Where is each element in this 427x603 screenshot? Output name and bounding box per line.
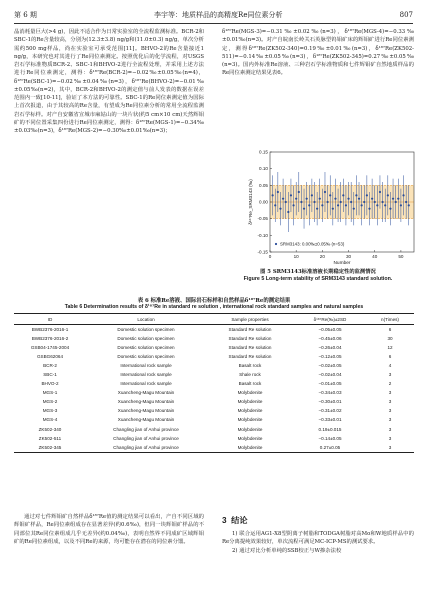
cell-times: 3 bbox=[388, 399, 392, 405]
cell-sample-properties: Standard Re solution bbox=[228, 336, 272, 342]
data-point bbox=[402, 194, 404, 196]
section-number: 3 bbox=[222, 516, 227, 525]
data-point bbox=[300, 201, 302, 203]
cell-sample-properties: Standard Re solution bbox=[228, 345, 272, 351]
cell-delta: −0.12±0.05 bbox=[318, 354, 342, 360]
legend-text: SRM3143: 0.00‰±0.05‰ (n=53) bbox=[280, 241, 345, 247]
y-axis-label: δ¹⁸⁷Re_SRM3143 (‰) bbox=[248, 179, 253, 225]
cell-location: Domestic solution specimen bbox=[117, 336, 175, 342]
data-point bbox=[368, 208, 370, 210]
cell-delta: −0.30±0.01 bbox=[318, 399, 342, 405]
cell-location: Changling jian of Anhui province bbox=[86, 443, 206, 453]
cell-sample-properties: Basalt rock bbox=[238, 363, 262, 369]
table-row bbox=[14, 370, 414, 379]
table-row bbox=[14, 343, 414, 352]
data-point bbox=[285, 201, 287, 203]
data-point bbox=[374, 201, 376, 203]
cell-sample-properties: Molybdenite bbox=[237, 417, 263, 423]
cell-delta: 0.19±0.015 bbox=[318, 426, 342, 432]
cell-location: International rock sample bbox=[120, 363, 172, 369]
cell-location: Changling jian of Anhui province bbox=[113, 435, 179, 441]
data-point bbox=[279, 208, 281, 210]
data-point bbox=[272, 194, 274, 196]
cell-location: Xuancheng-Magu Mountain bbox=[117, 417, 175, 423]
cell-id: ZK502-340 bbox=[38, 426, 62, 432]
cell-delta: 0.27±0.05 bbox=[294, 443, 366, 453]
col-header-sample-properties: Sample properties bbox=[206, 314, 294, 325]
paragraph: δ¹⁸⁷Re(MGS-3)=−0.31‰±0.02‰(n=3)，δ¹⁸⁷Re(MGS-4)=−0.33‰±0.01‰(n=3)。对产自皖南长岭关石英脉型钨钼矿床的辉钼矿进行Re同位素测定，测得δ¹⁸⁷Re(ZK502-340)=0.19‰±0.01‰(n=3)，δ¹⁸⁷Re(ZK502-511)=−0.14‰±0.05‰(n=3)，δ¹⁸⁷Re(ZK502-345)=0.27‰±0.05‰(n=3)。国内外标准Re溶液、三种岩石学标准物质和七件辉钼矿自然地质样品的Re同位素测定结果见表6。 bbox=[222, 29, 414, 77]
table-row bbox=[14, 388, 414, 397]
left-column-text bbox=[14, 28, 204, 135]
cell-sample-properties: Standard Re solution bbox=[228, 327, 272, 333]
running-header bbox=[14, 8, 413, 22]
cell-sample-properties: Shale rock bbox=[239, 372, 261, 378]
cell-times: 30 bbox=[387, 336, 393, 342]
data-point bbox=[316, 208, 318, 210]
data-point bbox=[405, 201, 407, 203]
table-row bbox=[14, 425, 414, 434]
figure-caption-en: Figure 5 Long-term stability of SRM3143 standard solution. bbox=[243, 276, 393, 282]
table-caption-en: Table 6 Determination results of δ¹⁸⁷Re in standard re solution , international rock standard samples and natural samples bbox=[64, 304, 364, 310]
data-point bbox=[274, 204, 276, 206]
data-point bbox=[376, 204, 378, 206]
y-tick-label: 0.15 bbox=[259, 149, 268, 155]
data-point bbox=[358, 198, 360, 200]
cell-id: ZK502-345 bbox=[14, 443, 86, 453]
results-table bbox=[14, 313, 414, 453]
cell-sample-properties: Molybdenite bbox=[237, 435, 263, 441]
data-point bbox=[290, 194, 292, 196]
data-point bbox=[345, 204, 347, 206]
section-title: 结论 bbox=[231, 516, 248, 525]
col-header-id: ID bbox=[14, 314, 86, 325]
data-point bbox=[397, 198, 399, 200]
cell-id: GSBG62064 bbox=[36, 354, 64, 360]
cell-times: 4 bbox=[388, 363, 392, 369]
x-tick-label: 40 bbox=[372, 254, 378, 259]
data-point bbox=[324, 191, 326, 193]
table-row bbox=[14, 415, 414, 424]
cell-times: 6 bbox=[388, 354, 392, 360]
data-point bbox=[347, 198, 349, 200]
table-caption-cn: 表 6 标准Re溶液、国际岩石标样和自然样品δ¹⁸⁷Re的测定结果 bbox=[137, 298, 291, 304]
data-point bbox=[337, 204, 339, 206]
cell-id: MGS-2 bbox=[42, 399, 58, 405]
cell-location: Xuancheng-Magu Mountain bbox=[117, 390, 175, 396]
data-point bbox=[355, 194, 357, 196]
cell-id: GSB04-1745-2004 bbox=[30, 345, 70, 351]
data-point bbox=[350, 201, 352, 203]
data-point bbox=[295, 198, 297, 200]
cell-sample-properties: Molybdenite bbox=[237, 408, 263, 414]
data-point bbox=[334, 198, 336, 200]
cell-times: 6 bbox=[388, 327, 392, 333]
data-point bbox=[353, 208, 355, 210]
data-point bbox=[277, 191, 279, 193]
data-point bbox=[384, 204, 386, 206]
table-row bbox=[14, 379, 414, 388]
right-column-text bbox=[222, 28, 414, 78]
table-row bbox=[14, 434, 414, 443]
stability-chart bbox=[246, 148, 418, 266]
conclusion-item-2: 2) 通过对比分析单纯的SSB校正与W掺杂法校 bbox=[232, 547, 342, 554]
section-heading bbox=[222, 515, 248, 526]
data-point bbox=[395, 201, 397, 203]
cell-delta: −0.02±0.05 bbox=[318, 363, 342, 369]
table-row bbox=[14, 406, 414, 415]
table-row bbox=[14, 325, 414, 335]
figure-caption-cn: 图 5 SRM3143标准溶液长期稳定性的监测情况 bbox=[260, 269, 376, 275]
cell-location: Domestic solution specimen bbox=[117, 354, 175, 360]
x-tick-label: 20 bbox=[319, 254, 325, 259]
cell-times: 3 bbox=[366, 443, 414, 453]
data-point bbox=[340, 201, 342, 203]
table-row bbox=[14, 443, 414, 453]
data-point bbox=[308, 204, 310, 206]
cell-location: International rock sample bbox=[120, 372, 172, 378]
cell-times: 12 bbox=[387, 345, 393, 351]
y-tick-label: 0.00 bbox=[259, 199, 268, 205]
data-point bbox=[282, 198, 284, 200]
cell-times: 3 bbox=[388, 435, 392, 441]
x-tick-label: 10 bbox=[293, 254, 299, 259]
data-point bbox=[361, 204, 363, 206]
cell-delta: −0.05±0.05 bbox=[318, 327, 342, 333]
cell-times: 3 bbox=[388, 372, 392, 378]
table-row bbox=[14, 397, 414, 406]
data-point bbox=[321, 204, 323, 206]
cell-delta: −0.33±0.01 bbox=[318, 417, 342, 423]
cell-id: BCR-2 bbox=[43, 363, 57, 369]
cell-id: BWB2376-2016-2 bbox=[31, 336, 69, 342]
data-point bbox=[387, 194, 389, 196]
running-title: 李宇等：地质样品的高精度Re同位素分析 bbox=[154, 11, 283, 19]
cell-times: 3 bbox=[388, 390, 392, 396]
data-point bbox=[381, 201, 383, 203]
cell-delta: −0.01±0.05 bbox=[318, 381, 342, 387]
cell-sample-properties: Molybdenite bbox=[237, 399, 263, 405]
cell-times: 3 bbox=[388, 426, 392, 432]
x-axis-label: Number bbox=[333, 261, 351, 266]
data-point bbox=[292, 204, 294, 206]
table-row bbox=[14, 334, 414, 343]
data-point bbox=[313, 201, 315, 203]
data-point bbox=[366, 194, 368, 196]
x-tick-label: 0 bbox=[268, 254, 272, 259]
data-point bbox=[311, 194, 313, 196]
y-tick-label: 0.05 bbox=[259, 182, 268, 188]
conclusion-item-1: 1) 联合运用AG1-X8型阴离子树脂和TODGA树脂对高Mo和W地质样品中的Re分离提纯效果较好，单次流程可满足MC-ICP-MS的测试要求。 bbox=[222, 531, 414, 546]
cell-times: 3 bbox=[388, 417, 392, 423]
y-tick-label: -0.15 bbox=[257, 249, 268, 255]
data-point bbox=[287, 211, 289, 213]
x-tick-label: 30 bbox=[345, 254, 352, 259]
cell-location: Changling jian of Anhui province bbox=[113, 426, 179, 432]
y-tick-label: -0.05 bbox=[257, 216, 268, 222]
data-point bbox=[327, 201, 329, 203]
data-point bbox=[392, 198, 394, 200]
data-point bbox=[400, 204, 402, 206]
cell-delta: −0.14±0.05 bbox=[318, 435, 342, 441]
bottom-left-text bbox=[14, 513, 204, 546]
data-point bbox=[332, 208, 334, 210]
legend-marker bbox=[275, 243, 277, 245]
x-tick-label: 50 bbox=[398, 254, 404, 259]
col-header-times: n(Times) bbox=[366, 314, 414, 325]
cell-id: SBC-1 bbox=[43, 372, 57, 378]
data-point bbox=[342, 194, 344, 196]
cell-id: MGS-4 bbox=[42, 417, 58, 423]
cell-location: Domestic solution specimen bbox=[117, 327, 175, 333]
cell-sample-properties: Basalt rock bbox=[238, 381, 262, 387]
data-point bbox=[363, 201, 365, 203]
cell-sample-properties: Molybdenite bbox=[237, 390, 263, 396]
data-point bbox=[298, 191, 300, 193]
issue-number: 第 6 期 bbox=[14, 11, 37, 19]
col-header-location: Location bbox=[86, 314, 206, 325]
cell-location: Domestic solution specimen bbox=[117, 345, 175, 351]
cell-delta: −0.34±0.03 bbox=[318, 390, 342, 396]
cell-times: 3 bbox=[388, 408, 392, 414]
cell-id: MGS-1 bbox=[42, 390, 58, 396]
data-point bbox=[389, 208, 391, 210]
data-point bbox=[329, 194, 331, 196]
cell-sample-properties: Molybdenite bbox=[237, 426, 263, 432]
table-header-row bbox=[14, 314, 414, 325]
cell-times: 2 bbox=[388, 381, 392, 387]
data-point bbox=[379, 191, 381, 193]
cell-location: International rock sample bbox=[120, 381, 172, 387]
y-tick-label: -0.10 bbox=[257, 232, 268, 238]
cell-location: Xuancheng-Magu Mountain bbox=[117, 399, 175, 405]
cell-delta: −0.02±0.04 bbox=[318, 372, 342, 378]
cell-location: Xuancheng-Magu Mountain bbox=[117, 408, 175, 414]
paragraph: 通过对七件辉钼矿自然样品δ¹⁸⁷Re值的测定结果可以看出，产自不同区域的辉钼矿样品，Re同位素组成存在显著差异(约0.6‰)，但同一块辉钼矿样品的不同部位其Re同位素组成几乎无差异(约0.04‰)，表明自然界不同成矿区域辉钼矿的Re同位素组成，以及不同Re的来源，均可能存在潜在的同位素分馏。 bbox=[14, 514, 204, 545]
cell-delta: −0.45±0.06 bbox=[318, 336, 342, 342]
table-row bbox=[14, 352, 414, 361]
paragraph: 晶消耗量巨大(>4 g)，因此不适合作为日常实验室的全流程监测标准。BCR-2和SBC-1的Re含量较高，分别为(12.3±3.8) ng/g和(11.0±0.3) ng/g，单次分析需约500 mg样品，尚在实验室可承受范围[11]。BHVO-2的Re含量接近1 ng/g，本研究也对其进行了Re同位素测定。按照优化后的化学流程，对USGS岩石学标准物质BCR-2、SBC-1和BHVO-2进行全流程处理，并采用上述方法进行Re同位素测定，测得：δ¹⁸⁷Re(BCR-2)=−0.02‰±0.05‰(n=4)，δ¹⁸⁷Re(SBC-1)=−0.02‰±0.04‰(n=3)，δ¹⁸⁷Re(BHVO-2)=−0.01‰±0.05‰(n=2)，其中，BCR-2和BHVO-2的测定值与前人发表的数据在误差范围内一致[10-11]，验证了本方法的可靠性。SBC-1的Re同位素测定值为国际上首次报道，由于其较高的Re含量，有望成为Re同位素分析的常用全流程监测岩石学标样。对产自安徽省宣城市麻姑山的一块片状(约5 cm×10 cm)天然辉钼矿的不同位置采集四份进行Re同位素测定，测得：δ¹⁸⁷Re(MGS-1)=−0.34‰±0.03‰(n=3)，δ¹⁸⁷Re(MGS-2)=−0.30‰±0.01‰(n=3)； bbox=[14, 29, 204, 134]
data-point bbox=[408, 204, 410, 206]
cell-sample-properties: Molybdenite bbox=[206, 443, 294, 453]
data-point bbox=[306, 198, 308, 200]
cell-id: BHVO-2 bbox=[41, 381, 59, 387]
col-header-delta: δ¹⁸⁷Re(‰)±2SD bbox=[294, 314, 366, 325]
cell-id: BWB2376-2016-1 bbox=[31, 327, 69, 333]
data-point bbox=[303, 208, 305, 210]
conclusion-text bbox=[222, 530, 414, 555]
y-tick-label: 0.10 bbox=[259, 166, 268, 172]
cell-delta: −0.31±0.02 bbox=[318, 408, 342, 414]
table-row bbox=[14, 361, 414, 370]
data-point bbox=[371, 198, 373, 200]
cell-id: ZK502-511 bbox=[38, 435, 62, 441]
cell-delta: −0.26±0.04 bbox=[318, 345, 342, 351]
data-point bbox=[319, 198, 321, 200]
cell-id: MGS-3 bbox=[42, 408, 58, 414]
header-rule bbox=[14, 23, 413, 24]
cell-sample-properties: Standard Re solution bbox=[228, 354, 272, 360]
page-number: 807 bbox=[399, 11, 413, 19]
